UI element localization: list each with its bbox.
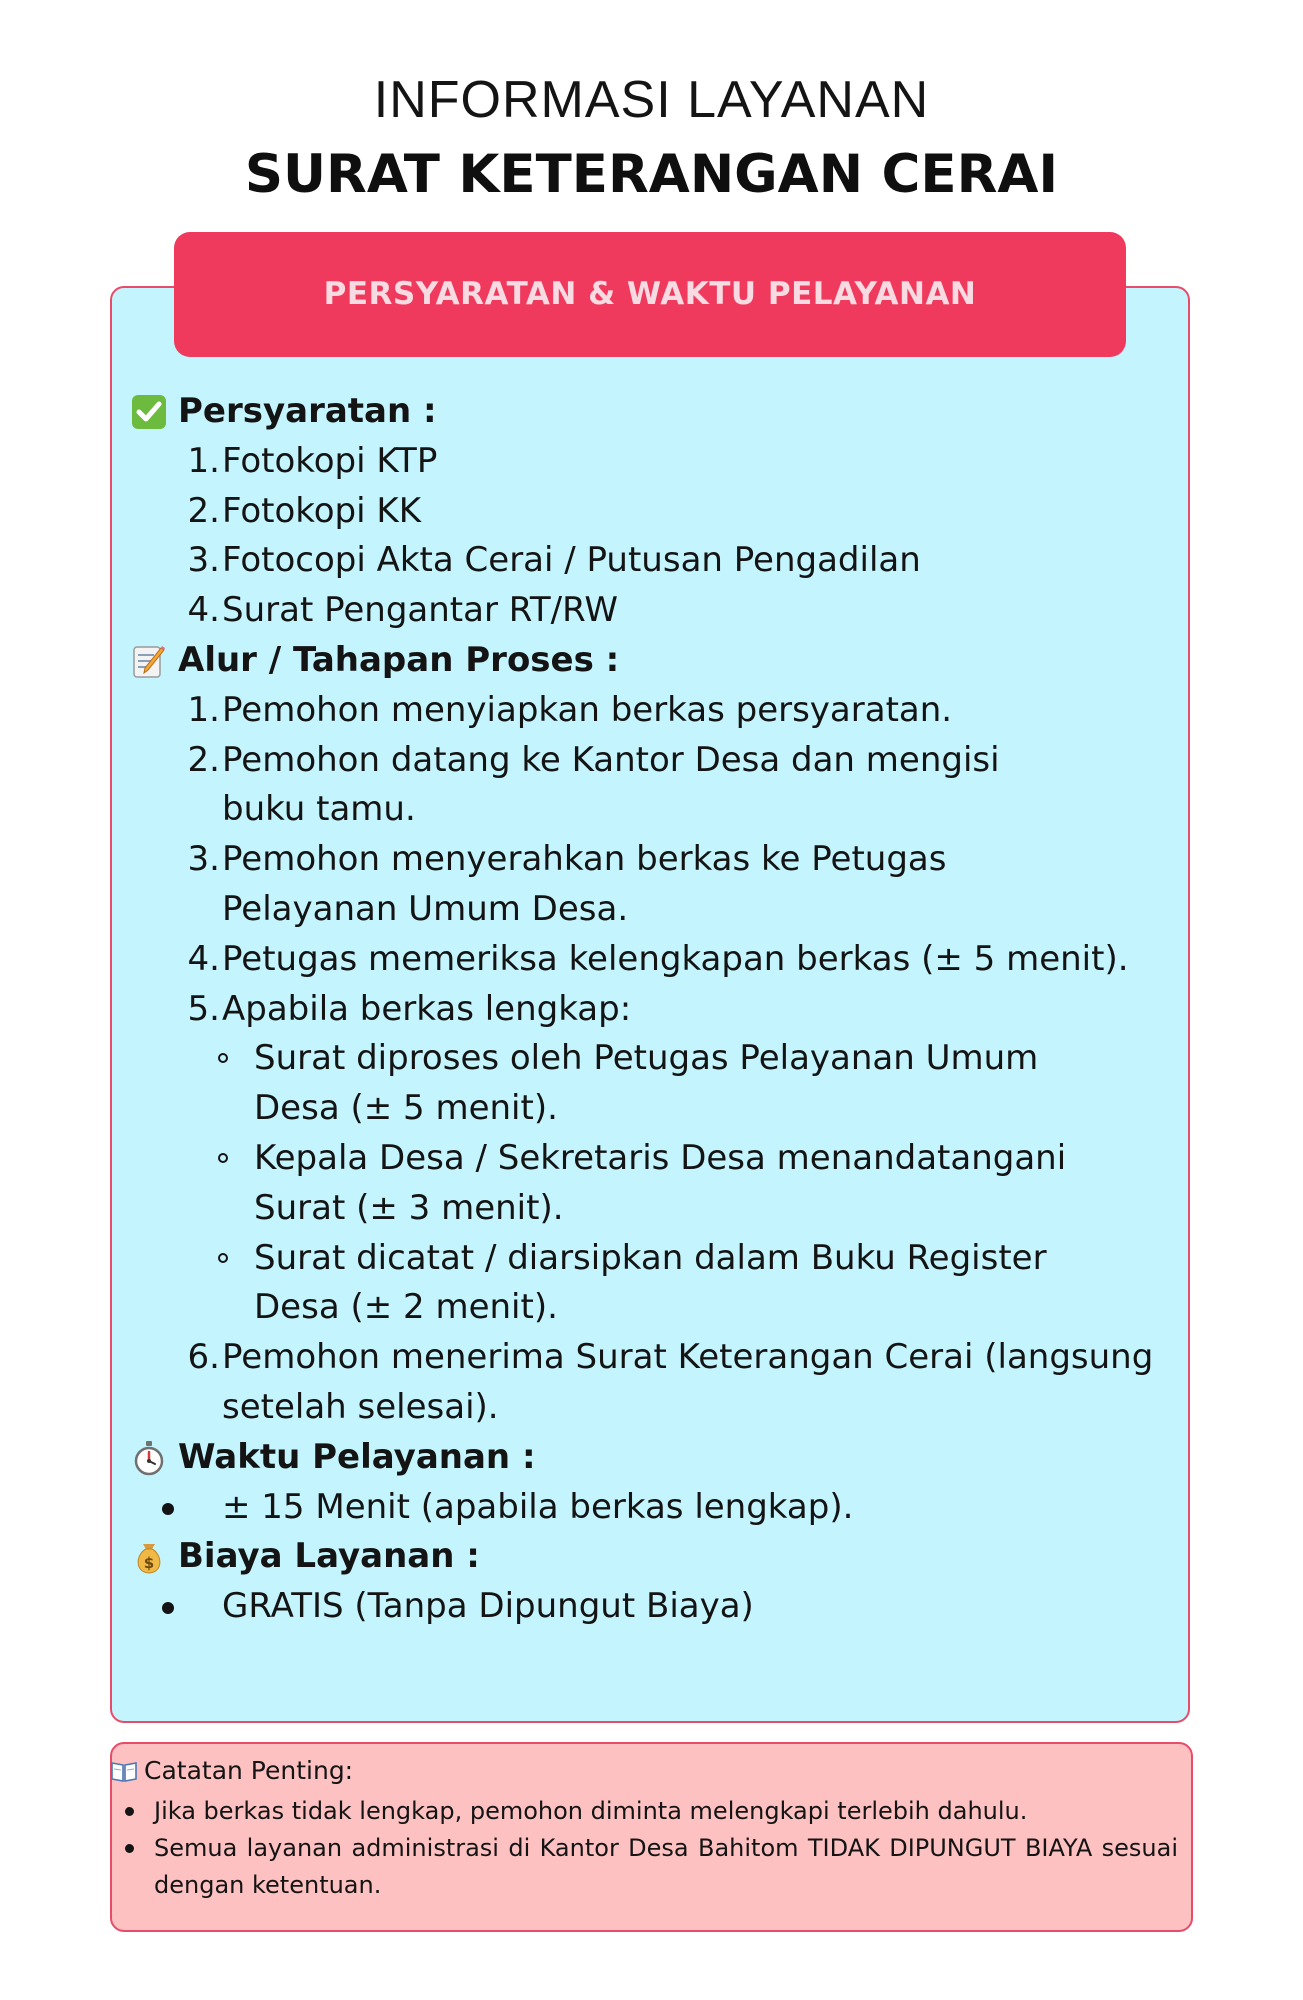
item-number: 3. <box>187 839 220 880</box>
list-item <box>130 1333 1170 1433</box>
note-item-text: Semua layanan administrasi di Kantor Desa Bahitom TIDAK DIPUNGUT BIAYA sesuai dengan ketentuan. <box>154 1834 1178 1899</box>
sub-list-item <box>130 1134 1170 1234</box>
note-list <box>118 1793 1178 1904</box>
item-text: Fotocopi Akta Cerai / Putusan Pengadilan <box>222 540 921 581</box>
note-item <box>118 1793 1178 1830</box>
item-text: ± 15 Menit (apabila berkas lengkap). <box>222 1486 854 1527</box>
item-text: Pemohon menerima Surat Keterangan Cerai (langsung setelah selesai). <box>222 1337 1154 1427</box>
item-number: 4. <box>187 938 220 979</box>
list-item <box>130 586 1170 636</box>
page-title-top: INFORMASI LAYANAN <box>373 71 930 129</box>
sub-list-item <box>130 1234 1170 1334</box>
note-item-text: Jika berkas tidak lengkap, pemohon diminta melengkapi terlebih dahulu. <box>154 1797 1028 1825</box>
heading-text: Biaya Layanan : <box>178 1536 480 1577</box>
item-text: Petugas memeriksa kelengkapan berkas (± 5 menit). <box>222 938 1129 979</box>
section-heading-persyaratan <box>130 387 1170 437</box>
sub-item-text: Surat diproses oleh Petugas Pelayanan Umum Desa (± 5 menit). <box>254 1038 1039 1129</box>
item-text: Pemohon datang ke Kantor Desa dan mengisi buku tamu. <box>222 739 1000 830</box>
item-number: 2. <box>187 739 220 780</box>
item-number: 1. <box>187 440 220 481</box>
item-number: 3. <box>187 540 220 581</box>
item-text: Apabila berkas lengkap: <box>222 988 632 1029</box>
list-item <box>130 736 1170 836</box>
section-heading-waktu <box>130 1433 1170 1483</box>
section-heading-alur <box>130 636 1170 686</box>
circle-bullet-icon <box>218 1153 228 1163</box>
item-text: Pemohon menyerahkan berkas ke Petugas Pelayanan Umum Desa. <box>222 839 947 929</box>
list-item <box>130 686 1170 736</box>
open-book-icon <box>110 1759 138 1783</box>
list-item <box>130 835 1170 935</box>
item-number: 2. <box>187 490 220 531</box>
list-item <box>130 536 1170 586</box>
bullet-icon <box>125 1807 134 1816</box>
section-banner: PERSYARATAN & WAKTU PELAYANAN <box>174 232 1126 357</box>
note-heading <box>110 1756 353 1785</box>
note-title-text: Catatan Penting: <box>144 1756 354 1785</box>
svg-text:$: $ <box>143 1554 155 1573</box>
item-text: Surat Pengantar RT/RW <box>222 590 618 631</box>
list-item <box>130 1582 1170 1632</box>
item-number: 4. <box>187 590 220 631</box>
money-bag-icon <box>130 1538 168 1576</box>
list-item <box>130 985 1170 1035</box>
circle-bullet-icon <box>218 1253 228 1263</box>
info-content <box>130 387 1170 1632</box>
sub-list-item <box>130 1034 1170 1134</box>
heading-text: Waktu Pelayanan : <box>178 1436 536 1477</box>
note-item <box>118 1830 1178 1904</box>
item-text: Fotokopi KTP <box>222 440 438 481</box>
item-text: Pemohon menyiapkan berkas persyaratan. <box>222 689 953 730</box>
sub-item-text: Surat dicatat / diarsipkan dalam Buku Register Desa (± 2 menit). <box>254 1237 1047 1328</box>
list-item <box>130 935 1170 985</box>
bullet-icon <box>162 1503 174 1515</box>
sub-item-text: Kepala Desa / Sekretaris Desa menandatangani Surat (± 3 menit). <box>254 1137 1067 1228</box>
bullet-icon <box>125 1844 134 1853</box>
item-number: 5. <box>187 988 220 1029</box>
memo-pencil-icon <box>130 642 168 680</box>
bullet-icon <box>162 1602 174 1614</box>
list-item <box>130 487 1170 537</box>
heading-text: Alur / Tahapan Proses : <box>178 639 620 680</box>
list-item <box>130 1483 1170 1533</box>
item-number: 6. <box>187 1337 220 1378</box>
item-text: Fotokopi KK <box>222 490 421 531</box>
list-item <box>130 437 1170 487</box>
stopwatch-icon <box>130 1439 168 1477</box>
item-text: GRATIS (Tanpa Dipungut Biaya) <box>222 1586 754 1627</box>
circle-bullet-icon <box>218 1053 228 1063</box>
check-mark-icon <box>130 393 168 431</box>
item-number: 1. <box>187 689 220 730</box>
section-heading-biaya <box>130 1532 1170 1582</box>
page-title-main: SURAT KETERANGAN CERAI <box>244 144 1059 205</box>
heading-text: Persyaratan : <box>178 391 437 431</box>
